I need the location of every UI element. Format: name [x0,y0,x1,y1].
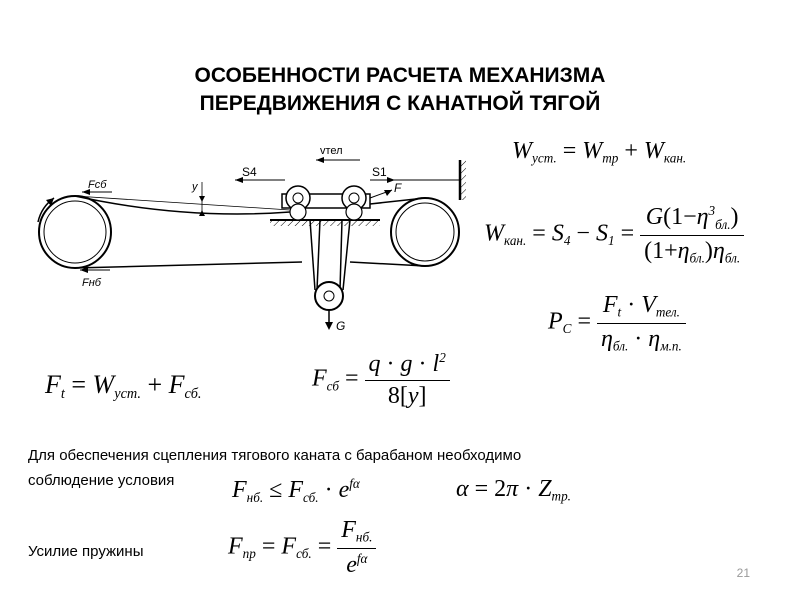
label-y: y [192,181,198,193]
label-v-tel: vтел [320,145,343,157]
formula-spring-force: $F_{пр} = F_{сб.}$ = $\frac{F_{нб.}}{e^{f\alpha}}$ [228,517,376,579]
formula-w-kan: $W_{кан.} = S_4 - S_1$ = $\frac{G(1-\eta^3_{бл.})}{(1+\eta_{бл.})\eta_{бл.}}$ [484,203,744,266]
label-f-nb: Fнб [82,277,101,289]
condition-text-line-2: соблюдение условия [28,472,175,489]
left-drum-inner [44,201,106,263]
right-drum [391,198,459,266]
rope-traction-diagram [20,140,500,340]
label-s1: S1 [372,165,387,179]
label-g: G [336,319,346,333]
label-f-sb: Fсб [88,179,107,191]
formula-power: $P_C$ = $\frac{F_t \cdot V_{тел.}}{\eta_{бл.} \cdot \eta_{м.п.}}$ [548,292,686,354]
spring-force-text: Усилие пружины [28,543,144,560]
page-title [0,62,800,118]
formula-wrap-angle: $\alpha = 2\pi \cdot Z_{тр.}$ [456,476,571,504]
hoist-rope-2 [317,220,320,290]
formula-adhesion-condition: $F_{нб.} \le F_{сб.} \cdot e^{f\alpha}$ [232,476,360,505]
hoist-rope-3 [340,220,342,290]
title-line-2: ПЕРЕДВИЖЕНИЯ С КАНАТНОЙ ТЯГОЙ [199,92,601,115]
label-s4: S4 [242,165,257,179]
formula-f-sb: $F_{сб}$ = $\frac{q \cdot g \cdot l^2}{8[y]}$ [312,350,450,410]
hoist-rope-4 [343,220,350,290]
condition-text-line-1: Для обеспечения сцепления тягового каната с барабаном необходимо [28,447,522,464]
rope-sheave-right [346,204,362,220]
lower-rope [75,262,302,268]
title-line-1: ОСОБЕННОСТИ РАСЧЕТА МЕХАНИЗМА [194,64,606,87]
v-tel-arrowhead-icon [316,157,324,163]
upper-rope [75,196,290,214]
track-hatch [270,220,380,226]
rope-sheave-left [290,204,306,220]
formula-traction-force: $F_t = W_{уст.} + F_{сб.}$ [45,370,202,402]
load-arrowhead-icon [325,322,333,330]
wall-hatch [460,160,466,200]
hoist-rope-1 [310,220,315,290]
formula-w-ust: $W_{уст.} = W_{тр} + W_{кан.}$ [512,138,687,166]
hook-block [315,282,343,310]
upper-rope-right [370,198,425,204]
right-drum-inner [396,203,454,261]
page-number: 21 [736,566,750,580]
sag-arrow-top-icon [199,196,205,202]
label-f: F [394,181,402,195]
left-drum [39,196,111,268]
